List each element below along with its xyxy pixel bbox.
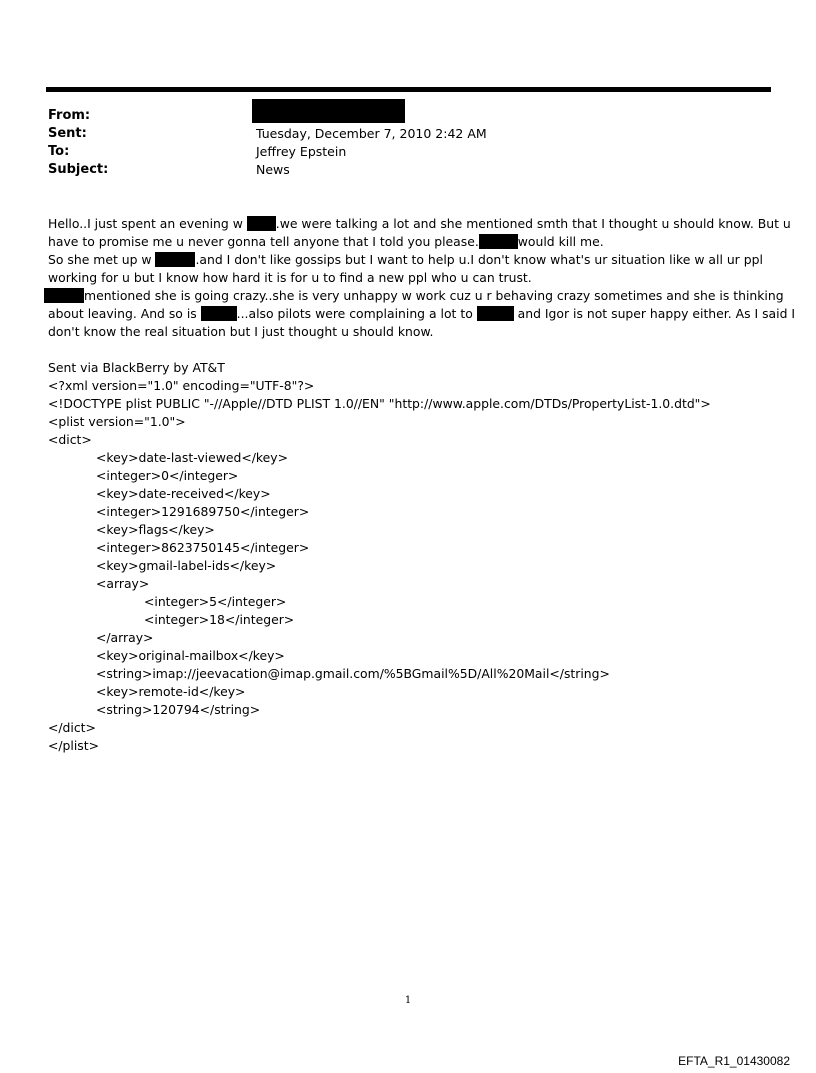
plist-line: <!DOCTYPE plist PUBLIC "-//Apple//DTD PLIST 1.0//EN" "http://www.apple.com/DTDs/PropertyList-1.0.dtd"> xyxy=(48,396,711,411)
plist-line: <plist version="1.0"> xyxy=(48,414,186,429)
plist-line: <key>date-last-viewed</key> xyxy=(96,450,288,465)
body-line: mentioned she is going crazy..she is very unhappy w work cuz u r behaving crazy sometimes and she is thinking xyxy=(44,287,776,305)
body-line: So she met up w .and I don't like gossips but I want to help u.I don't know what's ur situation like w all ur ppl xyxy=(48,252,763,267)
from-label: From: xyxy=(48,108,91,123)
plist-line: <key>original-mailbox</key> xyxy=(96,648,285,663)
redaction xyxy=(477,306,514,321)
plist-line: <string>imap://jeevacation@imap.gmail.com/%5BGmail%5D/All%20Mail</string> xyxy=(96,666,610,681)
to-value: Jeffrey Epstein xyxy=(256,144,347,159)
plist-line: <integer>5</integer> xyxy=(144,594,287,609)
redaction xyxy=(155,252,195,267)
plist-line: <integer>8623750145</integer> xyxy=(96,540,310,555)
plist-line: <integer>18</integer> xyxy=(144,612,295,627)
page-number: 1 xyxy=(404,995,412,1006)
sent-label: Sent: xyxy=(48,126,87,141)
body-line: don't know the real situation but I just thought u should know. xyxy=(48,324,434,339)
redaction xyxy=(201,306,237,321)
plist-line: <integer>0</integer> xyxy=(96,468,239,483)
body-line: have to promise me u never gonna tell anyone that I told you please. would kill me. xyxy=(48,234,604,249)
plist-line: <integer>1291689750</integer> xyxy=(96,504,310,519)
plist-line: <key>date-received</key> xyxy=(96,486,271,501)
subject-value: News xyxy=(256,162,290,177)
redaction xyxy=(479,234,518,249)
plist-line: <key>remote-id</key> xyxy=(96,684,246,699)
plist-line: <dict> xyxy=(48,432,92,447)
body-line: Hello..I just spent an evening w .we were talking a lot and she mentioned smth that I thought u should know. But u xyxy=(48,216,791,231)
plist-line: <key>gmail-label-ids</key> xyxy=(96,558,277,573)
email-body xyxy=(48,215,796,755)
redaction xyxy=(247,216,276,231)
plist-line: <array> xyxy=(96,576,150,591)
body-line: working for u but I know how hard it is for u to find a new ppl who u can trust. xyxy=(48,270,532,285)
to-label: To: xyxy=(48,144,70,159)
body-line: about leaving. And so is ...also pilots were complaining a lot to and Igor is not super happy either. As I said I xyxy=(48,306,796,321)
header-rule xyxy=(46,87,771,92)
sent-value: Tuesday, December 7, 2010 2:42 AM xyxy=(256,126,487,141)
plist-line: </plist> xyxy=(48,738,100,753)
plist-line: <string>120794</string> xyxy=(96,702,261,717)
plist-line: <key>flags</key> xyxy=(96,522,215,537)
from-redaction xyxy=(252,99,405,123)
redaction xyxy=(44,288,84,303)
signature-line: Sent via BlackBerry by AT&T xyxy=(48,360,225,375)
plist-line: </array> xyxy=(96,630,154,645)
plist-line: </dict> xyxy=(48,720,96,735)
bates-number: EFTA_R1_01430082 xyxy=(678,1054,790,1068)
plist-line: <?xml version="1.0" encoding="UTF-8"?> xyxy=(48,378,315,393)
subject-label: Subject: xyxy=(48,162,109,177)
